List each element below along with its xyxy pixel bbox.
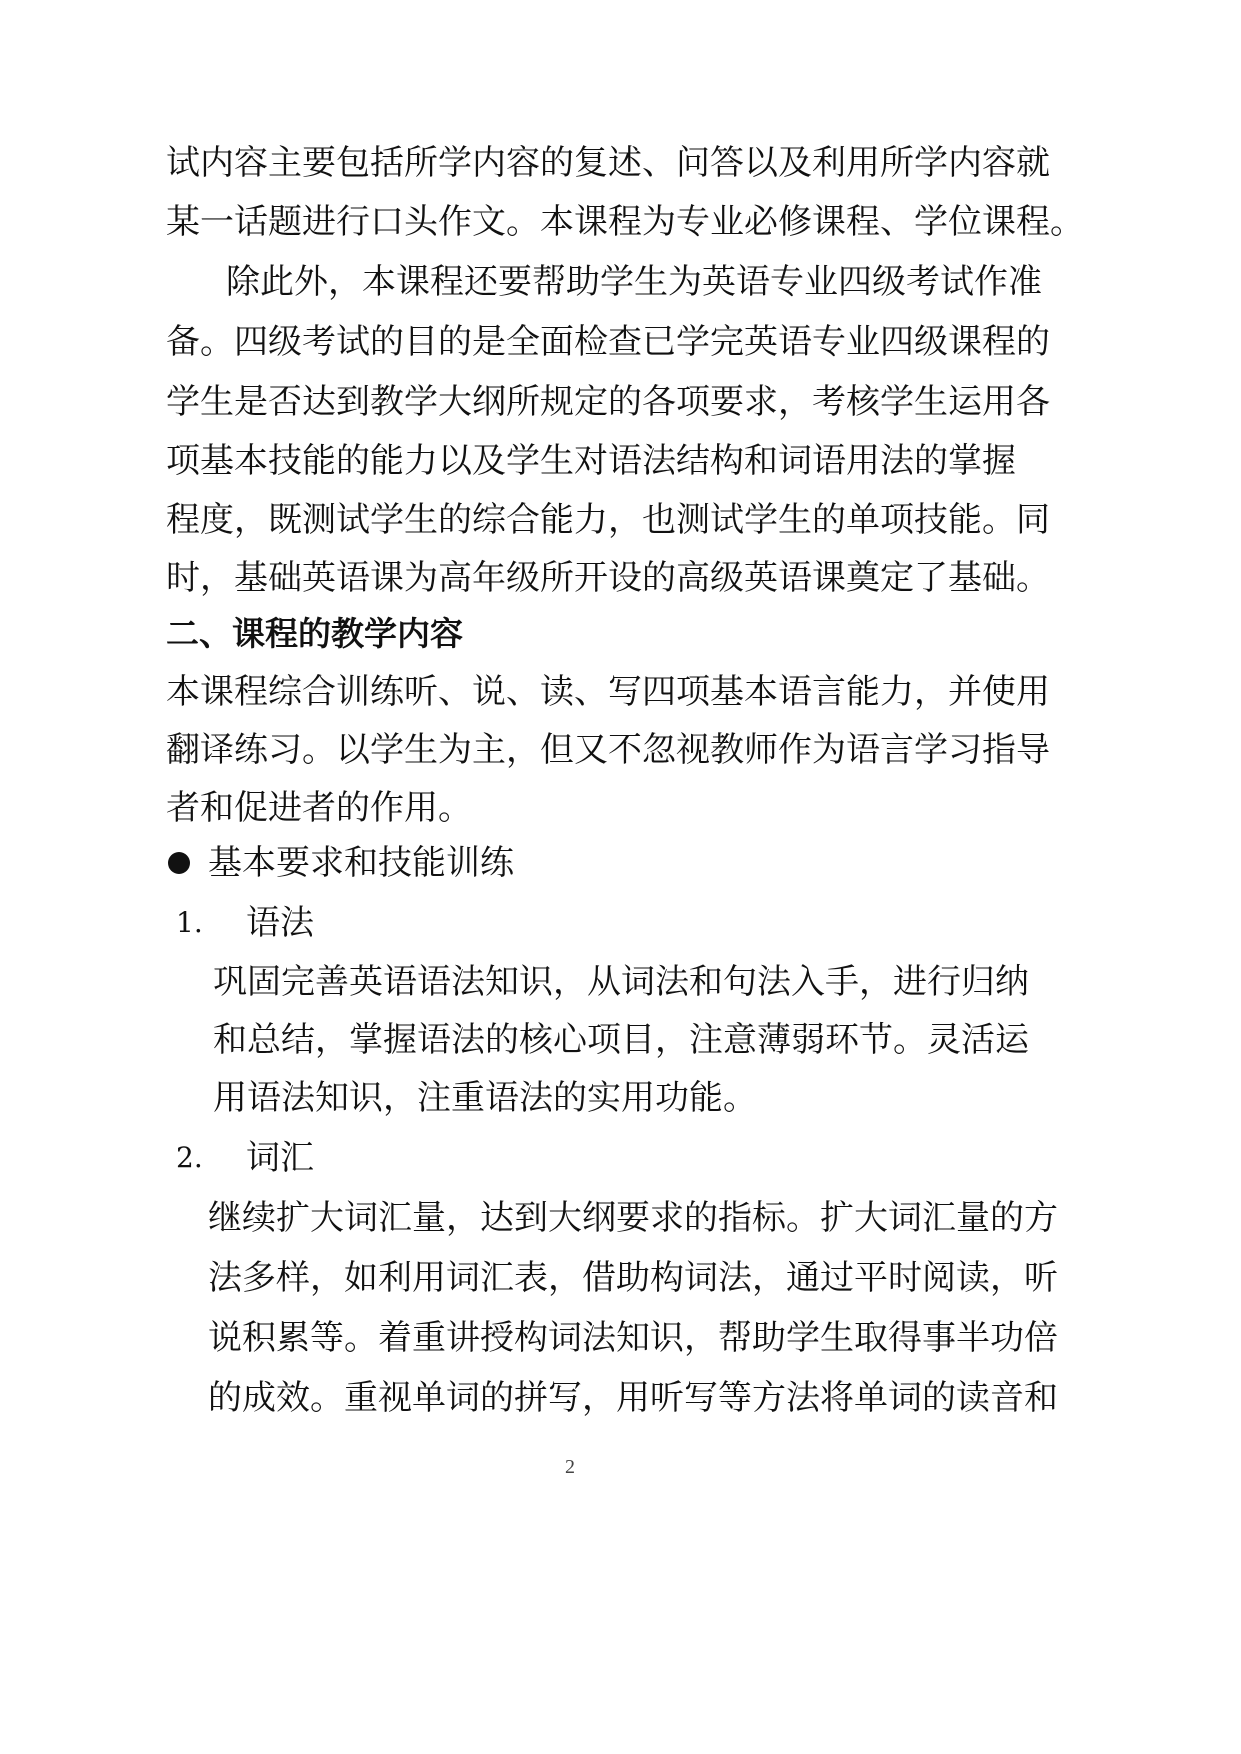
page-number: 2 xyxy=(565,1456,575,1478)
paragraph-line: 项基本技能的能力以及学生对语法结构和词语用法的掌握 xyxy=(166,441,1016,481)
item-number: 1. xyxy=(176,906,203,939)
item-line: 的成效。重视单词的拼写，用听写等方法将单词的读音和 xyxy=(208,1378,1058,1418)
paragraph-line: 程度，既测试学生的综合能力，也测试学生的单项技能。同 xyxy=(166,500,1050,540)
bullet-label: 基本要求和技能训练 xyxy=(208,843,514,883)
item-line: 继续扩大词汇量，达到大纲要求的指标。扩大词汇量的方 xyxy=(208,1198,1058,1238)
paragraph-line: 翻译练习。以学生为主，但又不忽视教师作为语言学习指导 xyxy=(166,730,1050,770)
paragraph-line: 本课程综合训练听、说、读、写四项基本语言能力，并使用 xyxy=(166,672,1050,712)
paragraph-line: 时，基础英语课为高年级所开设的高级英语课奠定了基础。 xyxy=(166,558,1050,598)
paragraph-line: 者和促进者的作用。 xyxy=(166,788,472,828)
item-line: 说积累等。着重讲授构词法知识，帮助学生取得事半功倍 xyxy=(208,1318,1058,1358)
paragraph-line: 备。四级考试的目的是全面检查已学完英语专业四级课程的 xyxy=(166,322,1050,362)
paragraph-line: 试内容主要包括所学内容的复述、问答以及利用所学内容就 xyxy=(166,143,1050,183)
paragraph-line: 某一话题进行口头作文。本课程为专业必修课程、学位课程。 xyxy=(166,202,1084,242)
item-line: 和总结，掌握语法的核心项目，注意薄弱环节。灵活运 xyxy=(213,1020,1029,1060)
item-line: 法多样，如利用词汇表，借助构词法，通过平时阅读，听 xyxy=(208,1258,1058,1298)
item-line: 用语法知识，注重语法的实用功能。 xyxy=(213,1078,757,1118)
item-title: 词汇 xyxy=(246,1138,314,1178)
paragraph-line: 除此外，本课程还要帮助学生为英语专业四级考试作准 xyxy=(226,262,1042,302)
item-number: 2. xyxy=(176,1141,203,1174)
section-heading: 二、课程的教学内容 xyxy=(166,614,463,653)
bullet-icon xyxy=(168,852,190,874)
item-line: 巩固完善英语语法知识，从词法和句法入手，进行归纳 xyxy=(213,962,1029,1002)
item-title: 语法 xyxy=(246,903,314,943)
paragraph-line: 学生是否达到教学大纲所规定的各项要求，考核学生运用各 xyxy=(166,382,1050,422)
